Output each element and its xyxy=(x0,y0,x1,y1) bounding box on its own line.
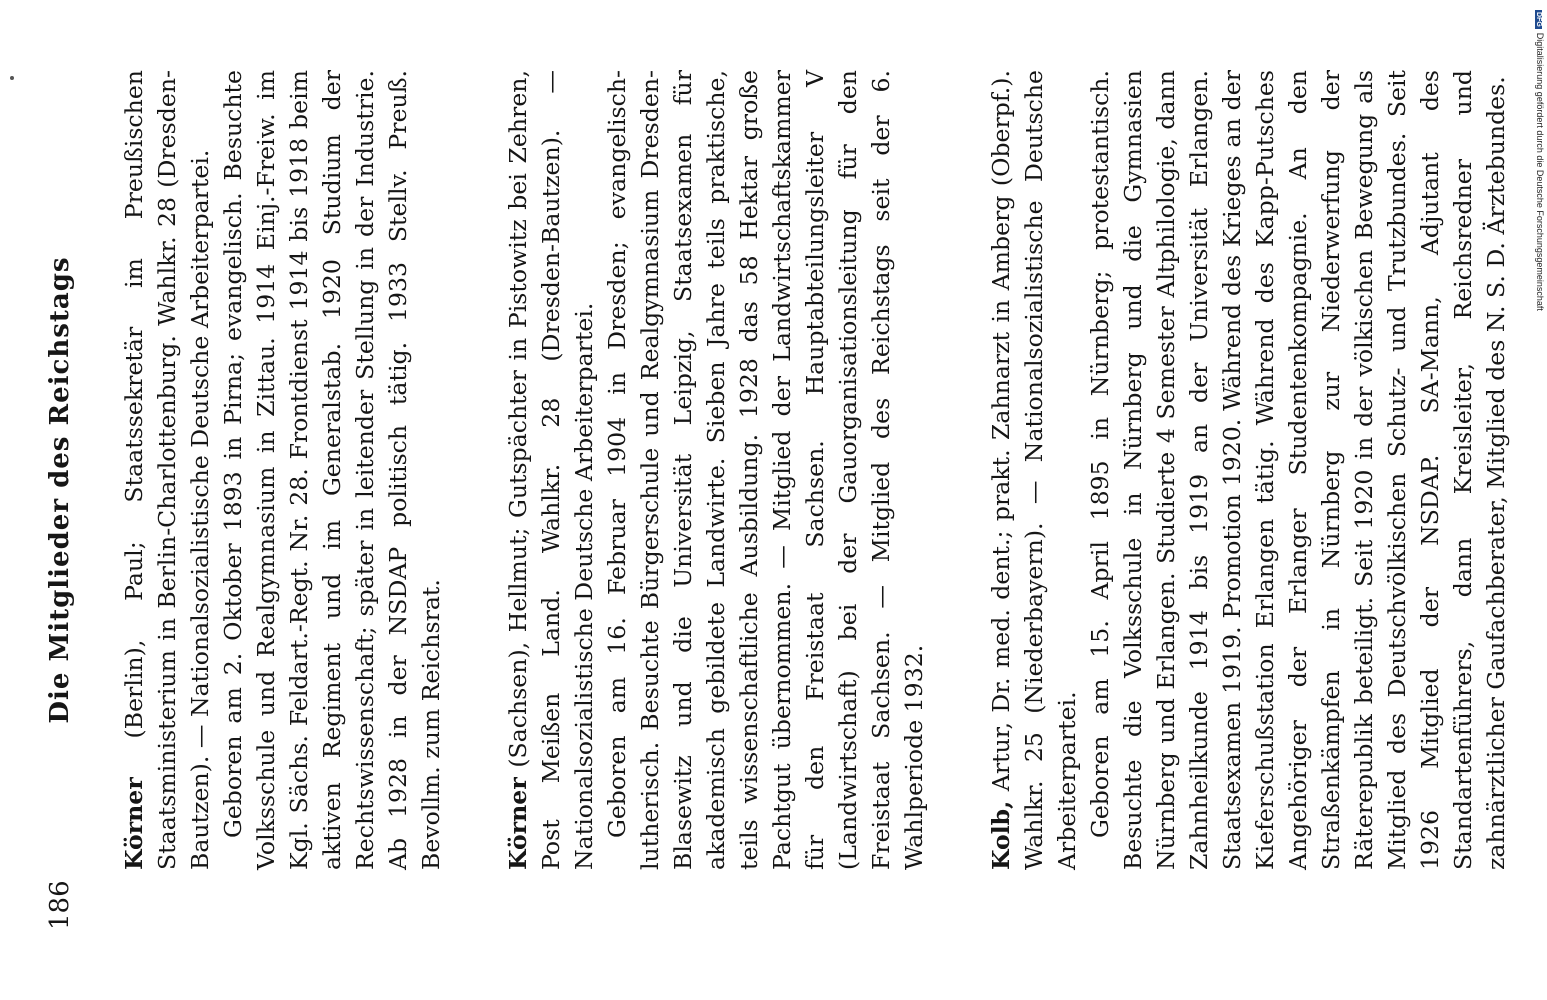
member-name: Kolb, xyxy=(987,800,1015,870)
entry-heading xyxy=(985,70,1084,870)
biography-list xyxy=(118,70,1547,870)
member-biography: Geboren am 15. April 1895 in Nürnberg; protestantisch. Besuchte die Volksschule in Nürnberg und die Gymnasien Nürnberg und Erlangen. Studierte 4 Semester Altphilologie, dann Zahnheilkunde 1914 bis 1919 an der Universität Erlangen. Staatsexamen 1919. Promotion 1920. Während des Krieges an der Kieferschußstation Erlangen tätig. Während des Kapp-Putsches Angehöriger der Erlanger Studentenkompagnie. An den Straßenkämpfen in Nürnberg zur Niederwerfung der Räterepublik beteiligt. Seit 1920 in der völkischen Bewegung als Mitglied des Deutschvölkischen Schutz- und Trutzbundes. Seit 1926 Mitglied der NSDAP. SA-Mann, Adjutant des Standartenführers, dann Kreisleiter, Reichsredner und zahnärztlicher Gaufachberater, Mitglied des N. S. D. Ärztebundes. xyxy=(1086,70,1510,870)
member-intro: Artur, Dr. med. dent.; prakt. Zahnarzt in Amberg (Oberpf.). Wahlkr. 25 (Niederbayern). — Nationalsozialistische Deutsche Arbeiterpartei. xyxy=(987,70,1081,870)
biography-entry xyxy=(118,70,448,870)
scanned-page xyxy=(0,40,1510,1000)
entry-heading xyxy=(118,70,217,870)
member-name: Körner xyxy=(120,777,148,870)
scan-speck xyxy=(10,76,14,80)
member-intro: (Berlin), Paul; Staatssekretär im Preußischen Staatsministerium in Berlin-Charlottenburg. Wahlkr. 28 (Dresden-Bautzen). — Nationalsozialistische Deutsche Arbeiterpartei. xyxy=(120,70,214,870)
biography-entry xyxy=(502,70,931,870)
biography-entry xyxy=(985,70,1513,870)
page-number: 186 xyxy=(45,880,75,930)
member-name: Körner xyxy=(504,777,532,870)
running-title: Die Mitglieder des Reichstags xyxy=(45,256,75,724)
member-biography: Geboren am 16. Februar 1904 in Dresden; evangelisch-lutherisch. Besuchte Bürgerschule und Realgymnasium Dresden-Blasewitz und die Universität Leipzig, Staatsexamen für akademisch gebildete Landwirte. Sieben Jahre teils praktische, teils wissenschaftliche Ausbildung. 1928 das 58 Hektar große Pachtgut übernommen. — Mitglied der Landwirtschaftskammer für den Freistaat Sachsen. Hauptabteilungsleiter V (Landwirtschaft) bei der Gauorganisationsleitung für den Freistaat Sachsen. — Mitglied des Reichstags seit der 6. Wahlperiode 1932. xyxy=(603,70,928,870)
entry-heading xyxy=(502,70,601,870)
member-intro: (Sachsen), Hellmut; Gutspächter in Pistowitz bei Zehren, Post Meißen Land. Wahlkr. 28 (Dresden-Bautzen). — Nationalsozialistische Deutsche Arbeiterpartei. xyxy=(504,70,598,870)
member-biography: Geboren am 2. Oktober 1893 in Pirna; evangelisch. Besuchte Volksschule und Realgymnasium in Zittau. 1914 Einj.-Freiw. im Kgl. Sächs. Feldart.-Regt. Nr. 28. Frontdienst 1914 bis 1918 beim aktiven Regiment und im Generalstab. 1920 Studium der Rechtswissenschaft; später in leitender Stellung in der Industrie. Ab 1928 in der NSDAP politisch tätig. 1933 Stellv. Preuß. Bevollm. zum Reichsrat. xyxy=(219,70,445,870)
funding-credit: Digitalisierung gefördert durch die Deutsche Forschungsgemeinschaft xyxy=(1535,32,1545,311)
digitization-note-text xyxy=(1535,10,1545,430)
page-header xyxy=(45,50,85,930)
digitization-note xyxy=(1529,10,1545,430)
dfg-logo: DFG xyxy=(1535,12,1542,27)
